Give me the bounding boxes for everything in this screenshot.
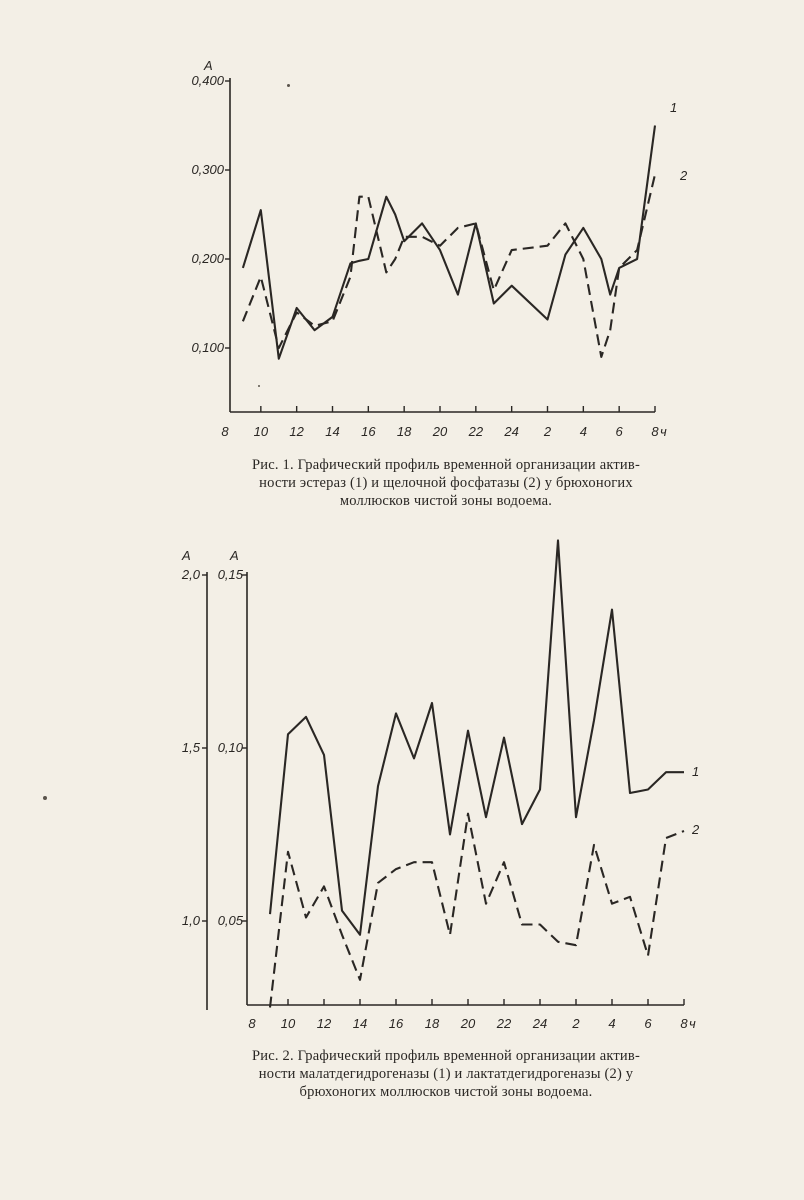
series-2-label: 2	[692, 822, 700, 837]
caption-line: Рис. 1. Графический профиль временной организации актив-	[252, 457, 640, 473]
x-tick-label: 24	[532, 1016, 548, 1031]
inner-y-tick-label: 0,10	[217, 740, 243, 755]
y-tick-label: 0,400	[191, 73, 224, 88]
x-tick-label: 14	[325, 424, 340, 439]
x-tick-label: 8	[651, 424, 659, 439]
series-1-label: 1	[692, 764, 700, 779]
x-tick-label: 24	[504, 424, 519, 439]
x-tick-label: 20	[432, 424, 448, 439]
y-tick-label: 0,200	[191, 251, 224, 266]
outer-y-tick-label: 1,5	[181, 740, 200, 755]
x-tick-label: 8	[680, 1016, 688, 1031]
x-tick-label: 4	[579, 424, 587, 439]
x-tick-label: 8	[248, 1016, 256, 1031]
series-1-label: 1	[670, 100, 678, 115]
y-tick-label: 0,100	[191, 340, 224, 355]
figure-2-caption	[186, 1047, 706, 1101]
x-tick-label: 20	[460, 1016, 476, 1031]
inner-y-tick-label: 0,15	[217, 567, 243, 582]
paper-speck	[43, 796, 47, 800]
x-tick-label: 22	[496, 1016, 512, 1031]
y-tick-label: 0,300	[191, 162, 224, 177]
series-2-label: 2	[680, 168, 688, 183]
caption-line: ности малатдегидрогеназы (1) и лактатдегидрогеназы (2) у	[258, 1066, 634, 1082]
x-tick-label: 6	[644, 1016, 652, 1031]
x-tick-label: 16	[361, 424, 376, 439]
x-tick-label: 2	[572, 1016, 580, 1031]
x-tick-label: 18	[396, 424, 412, 439]
outer-y-tick-label: 2,0	[181, 567, 200, 582]
series-2-line	[270, 814, 684, 1008]
inner-y-axis-label: А	[230, 548, 239, 563]
paper-speck	[258, 385, 260, 387]
series-1-line	[270, 540, 684, 934]
paper-speck	[287, 84, 290, 87]
outer-y-axis-label: А	[182, 548, 191, 563]
x-tick-label: 4	[608, 1016, 616, 1031]
y-axis-label: А	[204, 58, 213, 73]
x-tick-label: 10	[253, 424, 269, 439]
caption-line: Рис. 2. Графический профиль временной организации актив-	[252, 1048, 640, 1064]
x-tick-label: 2	[543, 424, 552, 439]
x-tick-label: 16	[388, 1016, 404, 1031]
x-axis-unit: ч	[689, 1016, 696, 1031]
x-tick-label: 12	[316, 1016, 332, 1031]
inner-y-tick-label: 0,05	[217, 913, 243, 928]
x-tick-label: 8	[221, 424, 229, 439]
x-tick-label: 10	[280, 1016, 296, 1031]
caption-line: ности эстераз (1) и щелочной фосфатазы (2) у брюхоногих	[259, 475, 633, 491]
outer-y-tick-label: 1,0	[181, 913, 200, 928]
x-tick-label: 12	[289, 424, 304, 439]
caption-line: моллюсков чистой зоны водоема.	[339, 493, 553, 509]
caption-line: брюхоногих моллюсков чистой зоны водоема.	[299, 1084, 593, 1100]
x-tick-label: 6	[615, 424, 623, 439]
x-axis-unit: ч	[660, 424, 667, 439]
x-tick-label: 14	[352, 1016, 368, 1031]
x-tick-label: 18	[424, 1016, 440, 1031]
x-tick-label: 22	[468, 424, 484, 439]
